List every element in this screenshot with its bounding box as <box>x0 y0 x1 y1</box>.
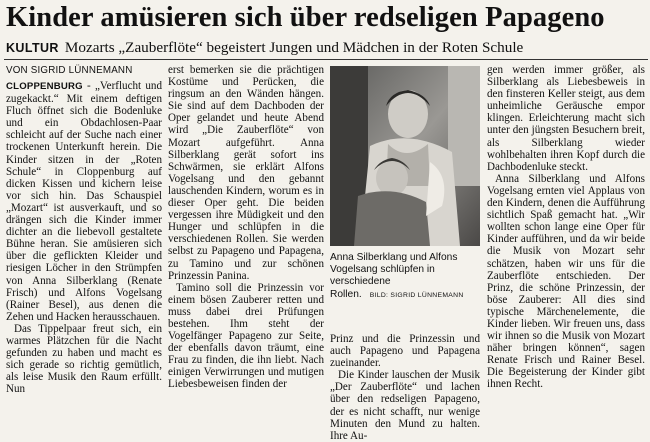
paragraph: Anna Silberklang und Alfons Vogelsang ernten viel Applaus von den Kindern, denen die Aufführung sichtlich Spaß gemacht hat. „Wir wollten schon lange eine Oper für Kinder aufführen, und da wir beide die Musik von Mozart sehr schätzen, haben wir uns für die Zauberflöte entschieden. Der Prinz, die schöne Prinzessin, der böse Zauberer: All dies sind typische Märchenelemente, die Kinder lieben. Wir freuen uns, dass wir ihnen so die Musik von Mozart näher bringen können“, sagen Renate Frisch und Rainer Besel. Die Begeisterung der Kinder gibt ihnen Recht. <box>487 172 645 391</box>
location-line: CLOPPENBURG <box>6 81 83 92</box>
article-column-2 <box>168 64 324 391</box>
subheadline: Mozarts „Zauberflöte“ begeistert Jungen und Mädchen in der Roten Schule <box>64 39 524 56</box>
divider <box>4 59 648 60</box>
article-column-1 <box>6 80 162 395</box>
photo-credit: BILD: SIGRID LÜNNEMANN <box>369 291 464 299</box>
paragraph: gen werden immer größer, als Silberklang als Liebesbeweis in den finsteren Keller steigt, aus dem unheimliche Geräusche empor klingen. Erleichterung macht sich unter den jüngsten Besuchern breit, als Silberklang wieder wohlbehalten ihren Kopf durch die Dachbodenluke steckt. <box>487 64 645 173</box>
paragraph-lead: - „Verflucht und zugekackt.“ Mit einem deftigen Fluch öffnet sich die Bodenluke und ein Obdachlosen-Paar schleicht auf der Suche nach einer trockenen Unterkunft herein. Die Kinder sitzen in der „Roten Schule“ in Cloppenburg auf dicken Kissen und kichern leise vor sich hin. Das Schauspiel „Mozart“ ist ausverkauft, und so drängen sich die Kinder immer dichter an die liebevoll gestaltete Bühne heran. Sie amüsieren sich über die geflickten Kleider und riesigen Löcher in den Strümpfen von Anna Silberklang (Renate Frisch) und Alfons Vogelsang (Rainer Besel), aus denen die Zehen und Hacken herausschauen. <box>6 80 162 323</box>
department-label: KULTUR <box>6 41 59 55</box>
paragraph: Prinz und die Prinzessin und auch Papageno und Papagena zueinander. <box>330 333 480 370</box>
paragraph: Das Tippelpaar freut sich, ein warmes Plätzchen für die Nacht gefunden zu haben und macht es sich gerade so richtig gemütlich, als leise Musik den Raum erfüllt. Nun <box>6 322 162 396</box>
article-column-4 <box>487 64 645 391</box>
photo-image <box>330 66 480 246</box>
headline: Kinder amüsieren sich über redseligen Papageno <box>6 2 605 33</box>
paragraph: Die Kinder lauschen der Musik „Der Zauberflöte“ und lachen über den redseligen Papageno, der es nicht schafft, nur wenige Minuten den Mund zu halten. Ihre Au- <box>330 369 480 442</box>
caption-text: Anna Silberklang und Alfons Vogelsang schlüpfen in verschiedene Rollen. <box>330 252 458 300</box>
article-photo <box>330 66 480 246</box>
subheadline-row <box>6 38 648 58</box>
byline: VON SIGRID LÜNNEMANN <box>6 65 133 76</box>
paragraph: Tamino soll die Prinzessin vor einem bösen Zauberer retten und muss dabei drei Prüfungen bestehen. Ihm steht der Vogelfänger Papageno zur Seite, der ebenfalls davon träumt, eine Frau zu finden, die ihn liebt. Nach einigen Verwirrungen und mutigen Liebesbeweisen finden der <box>168 281 324 391</box>
photo-caption <box>330 252 482 302</box>
paragraph: erst bemerken sie die prächtigen Kostüme und Perücken, die ringsum an den Wänden hängen. Sie sind auf dem Dachboden der Oper gelandet und heute Abend wird „Die Zauberflöte“ von Mozart aufgeführt. Anna Silberklang gerät sofort ins Schwärmen, sie erklärt Alfons Vogelsang und den gebannt lauschenden Kindern, worum es in dieser Oper geht. Die beiden vergessen ihre Müdigkeit und den Hunger und schlüpfen in die verschiedenen Rollen. Sie werden selbst zu Papageno und Papagena, zu Tamino und zur schönen Prinzessin Panina. <box>168 64 324 282</box>
article-column-3 <box>330 333 480 442</box>
